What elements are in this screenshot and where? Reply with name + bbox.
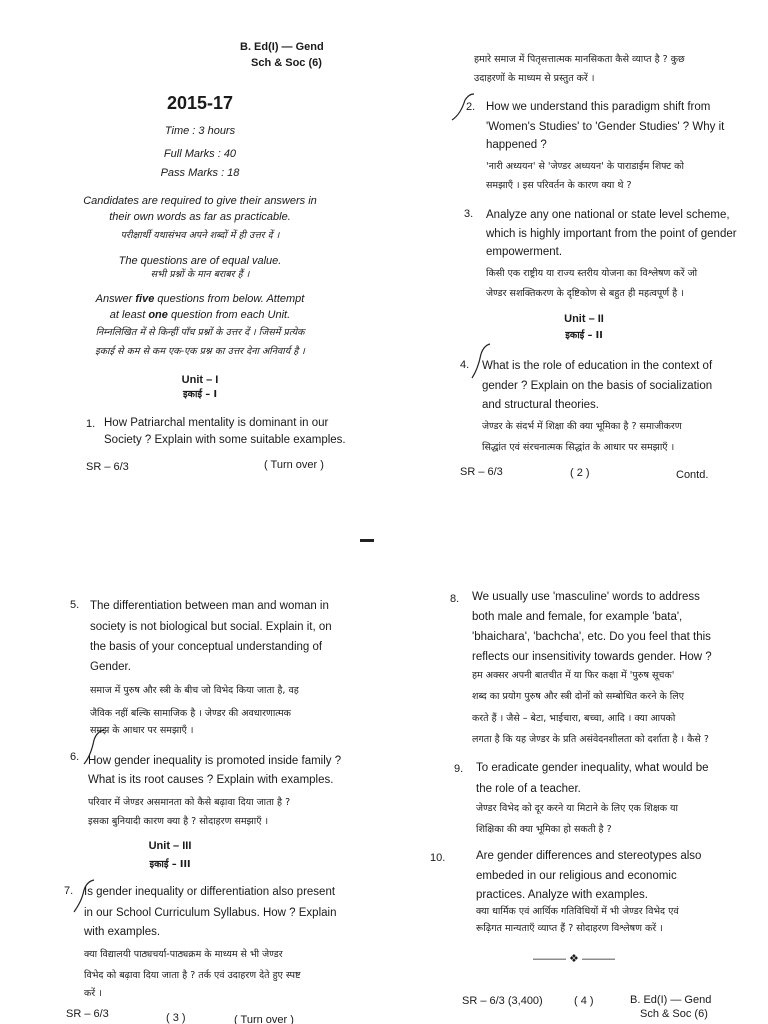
course-subject: Sch & Soc (6) (251, 57, 322, 69)
question-5-hi-line-2: जैविक नहीं बल्कि सामाजिक है । जेण्डर की अवधारणात्मक (90, 708, 291, 719)
unit-3-heading-hi: इकाई – III (149, 859, 191, 870)
question-7-line-3: with examples. (84, 926, 161, 938)
question-6-line-2: What is its root causes ? Explain with examples. (88, 774, 334, 786)
question-5-line-4: Gender. (90, 661, 131, 673)
question-4-line-2: gender ? Explain on the basis of socialization (482, 380, 713, 392)
question-3-hi-line-2: जेण्डर सशक्तिकरण के दृष्टिकोण से बहुत ही महत्वपूर्ण है । (486, 288, 684, 299)
footer-contd: Contd. (676, 469, 709, 481)
question-1-hi-line-2: उदाहरणों के माध्यम से प्रस्तुत करें । (474, 73, 595, 84)
question-9-number: 9. (454, 763, 464, 775)
exam-year: 2015-17 (166, 93, 234, 113)
question-8-hi-line-4: लगता है कि यह जेण्डर के प्रति असंवेदनशीलता को दर्शाता है । कैसे ? (472, 734, 709, 745)
question-8-line-3: 'bhaichara', 'bachcha', etc. Do you feel that this (472, 631, 711, 643)
question-2-number: 2. (466, 101, 476, 113)
instruction-en-line-1: Candidates are required to give their answers in (83, 195, 317, 207)
pass-marks: Pass Marks : 18 (160, 167, 240, 179)
question-2-hi-line-1: 'नारी अध्ययन' से 'जेण्डर अध्ययन' के पाराडाईम शिफ्ट को (486, 161, 684, 172)
footer-code: SR – 6/3 (3,400) (462, 995, 543, 1007)
question-4-line-1: What is the role of education in the context of (482, 360, 713, 372)
course-code: B. Ed(I) — Gend (240, 41, 324, 53)
page-gap (0, 535, 768, 548)
question-4-number: 4. (460, 359, 470, 371)
answer-instruction-hi-1: निम्नलिखित में से किन्हीं पाँच प्रश्नों के उत्तर दें । जिसमें प्रत्येक (95, 327, 305, 338)
question-1-line-2: Society ? Explain with some suitable examples. (104, 434, 346, 446)
question-3-number: 3. (464, 208, 474, 220)
question-2-line-3: happened ? (486, 139, 547, 151)
question-5-hi-line-1: समाज में पुरुष और स्त्री के बीच जो विभेद किया जाता है, वह (90, 685, 299, 696)
question-1-line-1: How Patriarchal mentality is dominant in our (104, 417, 329, 429)
question-5-number: 5. (70, 599, 80, 611)
question-7-hi-line-3: करें । (84, 988, 102, 999)
question-8-line-1: We usually use 'masculine' words to address (472, 591, 700, 603)
footer-turn-over: ( Turn over ) (264, 459, 324, 471)
question-2-hi-line-2: समझाएँ । इस परिवर्तन के कारण क्या थे ? (486, 180, 632, 191)
question-1-number: 1. (86, 418, 96, 430)
footer-page-number: ( 3 ) (166, 1012, 186, 1024)
equal-value-hi: सभी प्रश्नों के मान बराबर हैं । (150, 269, 250, 280)
question-3-line-3: empowerment. (486, 246, 563, 258)
question-8-hi-line-2: शब्द का प्रयोग पुरुष और स्त्री दोनों को सम्बोधित करने के लिए (472, 691, 684, 702)
unit-3-heading-en: Unit – III (148, 840, 192, 852)
question-4-line-3: and structural theories. (482, 399, 599, 411)
end-ornament: ——— ❖ ——— (533, 953, 615, 965)
footer-code: SR – 6/3 (86, 461, 129, 473)
question-4-hi-line-1: जेण्डर के संदर्भ में शिक्षा की क्या भूमिका है ? समाजीकरण (482, 421, 682, 432)
footer-course-code: B. Ed(I) — Gend (630, 994, 712, 1006)
footer-turn-over: ( Turn over ) (234, 1014, 294, 1024)
unit-heading-hi: इकाई – I (183, 389, 217, 400)
question-9-line-1: To eradicate gender inequality, what would be (476, 762, 709, 774)
exam-page-4 (384, 548, 768, 1024)
question-9-hi-line-2: शिक्षिका की क्या भूमिका हो सकती है ? (476, 824, 612, 835)
unit-heading-en: Unit – I (181, 374, 219, 386)
exam-time: Time : 3 hours (164, 125, 236, 137)
question-6-hi-line-1: परिवार में जेण्डर असमानता को कैसे बढ़ावा दिया जाता है ? (88, 797, 291, 808)
exam-page-3 (0, 548, 384, 1024)
question-9-line-2: the role of a teacher. (476, 783, 581, 795)
question-6-line-1: How gender inequality is promoted inside family ? (88, 755, 342, 767)
instruction-hi: परीक्षार्थी यथासंभव अपने शब्दों में ही उत्तर दें । (120, 230, 280, 241)
question-8-number: 8. (450, 593, 460, 605)
footer-course-subject: Sch & Soc (6) (640, 1008, 708, 1020)
question-3-line-2: which is highly important from the point of gender (486, 228, 737, 240)
question-6-hi-line-2: इसका बुनियादी कारण क्या है ? सोदाहरण समझाएँ । (88, 816, 269, 827)
question-5-line-3: the basis of your conceptual understanding of (90, 641, 323, 653)
full-marks: Full Marks : 40 (163, 148, 237, 160)
footer-page-number: ( 4 ) (574, 995, 594, 1007)
question-2-line-2: 'Women's Studies' to 'Gender Studies' ? Why it (486, 121, 725, 133)
question-8-line-4: reflects our insensitivity towards gender. How ? (472, 651, 712, 663)
question-10-line-3: practices. Analyze with examples. (476, 889, 648, 901)
exam-page-2 (384, 0, 768, 535)
question-7-number: 7. (64, 885, 74, 897)
question-2-line-1: How we understand this paradigm shift from (486, 101, 711, 113)
question-10-line-2: embeded in our religious and economic (476, 870, 677, 882)
question-1-hi-line-1: हमारे समाज में पितृसत्तात्मक मानसिकता कैसे व्याप्त है ? कुछ (474, 54, 685, 65)
answer-instruction-hi-2: इकाई से कम से कम एक-एक प्रश्न का उत्तर देना अनिवार्य है । (95, 346, 305, 357)
question-5-line-2: society is not biological but social. Explain it, on (90, 621, 332, 633)
question-10-hi-line-2: रूढ़िगत मान्यताएँ व्याप्त हैं ? सोदाहरण विश्लेषण करें । (476, 923, 663, 934)
question-7-line-2: in our School Curriculum Syllabus. How ? Explain (84, 907, 337, 919)
unit-2-heading-en: Unit – II (564, 313, 604, 325)
question-7-hi-line-2: विभेद को बढ़ावा दिया जाता है ? तर्क एवं उदाहरण देते हुए स्पष्ट (84, 970, 301, 981)
binding-mark (360, 539, 374, 542)
answer-instruction-line-1: Answer five questions from below. Attempt (95, 293, 305, 305)
question-5-hi-line-3: समझ के आधार पर समझाएँ । (90, 725, 194, 736)
footer-code: SR – 6/3 (460, 466, 503, 478)
footer-page-number: ( 2 ) (570, 467, 590, 479)
question-7-hi-line-1: क्या विद्यालयी पाठ्यचर्या-पाठ्यक्रम के माध्यम से भी जेण्डर (84, 949, 283, 960)
question-10-line-1: Are gender differences and stereotypes also (476, 850, 702, 862)
question-3-hi-line-1: किसी एक राष्ट्रीय या राज्य स्तरीय योजना का विश्लेषण करें जो (486, 268, 698, 279)
unit-2-heading-hi: इकाई – II (565, 330, 603, 341)
question-4-hi-line-2: सिद्धांत एवं संरचनात्मक सिद्धांत के आधार पर समझाएँ । (482, 442, 675, 453)
question-10-hi-line-1: क्या धार्मिक एवं आर्थिक गतिविधियों में भी जेण्डर विभेद एवं (476, 906, 679, 917)
question-5-line-1: The differentiation between man and woman in (90, 600, 329, 612)
instruction-en-line-2: their own words as far as practicable. (109, 211, 291, 223)
question-3-line-1: Analyze any one national or state level scheme, (486, 209, 730, 221)
question-6-number: 6. (70, 751, 80, 763)
question-10-number: 10. (430, 852, 446, 864)
question-8-line-2: both male and female, for example 'bata', (472, 611, 683, 623)
footer-code: SR – 6/3 (66, 1008, 109, 1020)
answer-instruction-line-2: at least one question from each Unit. (109, 309, 291, 321)
exam-page-1 (0, 0, 384, 535)
question-9-hi-line-1: जेण्डर विभेद को दूर करने या मिटाने के लिए एक शिक्षक या (476, 803, 678, 814)
equal-value-en: The questions are of equal value. (118, 255, 282, 267)
question-8-hi-line-1: हम अक्सर अपनी बातचीत में या फिर कक्षा में 'पुरुष सूचक' (472, 670, 675, 681)
question-8-hi-line-3: करते हैं । जैसे – बेटा, भाईचारा, बच्चा, आदि । क्या आपको (472, 713, 676, 724)
question-7-line-1: Is gender inequality or differentiation also present (84, 886, 336, 898)
